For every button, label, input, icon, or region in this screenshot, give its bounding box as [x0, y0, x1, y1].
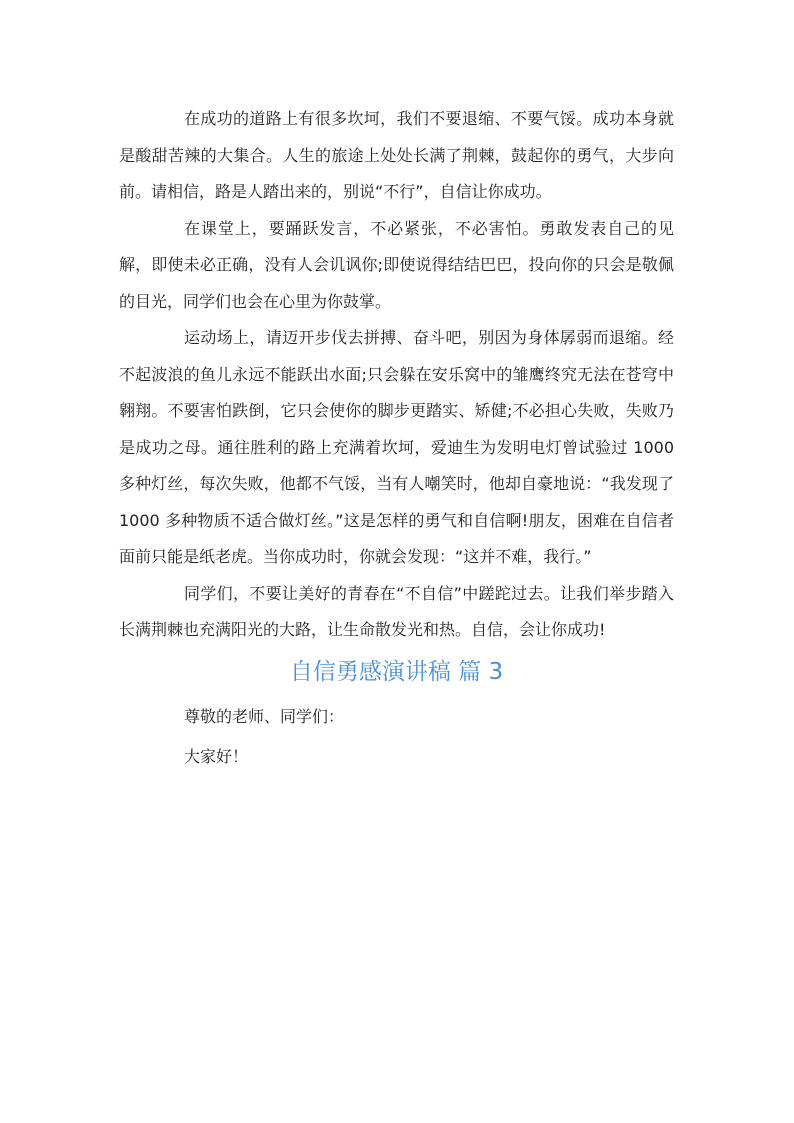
salutation: 尊敬的老师、同学们： — [184, 706, 345, 726]
document-body — [119, 101, 674, 777]
paragraph-sports-field: 运动场上，请迈开步伐去拼搏、奋斗吧，别因为身体孱弱而退缩。经不起波浪的鱼儿永远不能跃出水面;只会躲在安乐窝中的雏鹰终究无法在苍穹中翱翔。不要害怕跌倒，它只会使你的脚步更踏实、矫健;不必担心失败，失败乃是成功之母。通往胜利的路上充满着坎坷，爱迪生为发明电灯曾试验过 1000 多种灯丝，每次失败，他都不气馁，当有人嘲笑时，他却自豪地说：“我发现了 1000 多种物质不适合做灯丝。”这是怎样的勇气和自信啊!朋友，困难在自信者面前只能是纸老虎。当你成功时，你就会发现：“这并不难，我行。” — [119, 328, 674, 566]
section-heading: 自信勇感演讲稿 篇 3 — [289, 658, 504, 685]
greeting: 大家好！ — [184, 746, 249, 766]
paragraph-youth: 同学们，不要让美好的青春在“不自信”中蹉跎过去。让我们举步踏入长满荆棘也充满阳光的大路，让生命散发光和热。自信，会让你成功! — [119, 583, 674, 639]
paragraph-success-road: 在成功的道路上有很多坎坷，我们不要退缩、不要气馁。成功本身就是酸甜苦辣的大集合。人生的旅途上处处长满了荆棘，鼓起你的勇气，大步向前。请相信，路是人踏出来的，别说“不行”，自信让你成功。 — [119, 109, 674, 201]
paragraph-classroom: 在课堂上，要踊跃发言，不必紧张，不必害怕。勇敢发表自己的见解，即使未必正确，没有人会讥讽你;即使说得结结巴巴，投向你的只会是敬佩的目光，同学们也会在心里为你鼓掌。 — [119, 218, 674, 311]
